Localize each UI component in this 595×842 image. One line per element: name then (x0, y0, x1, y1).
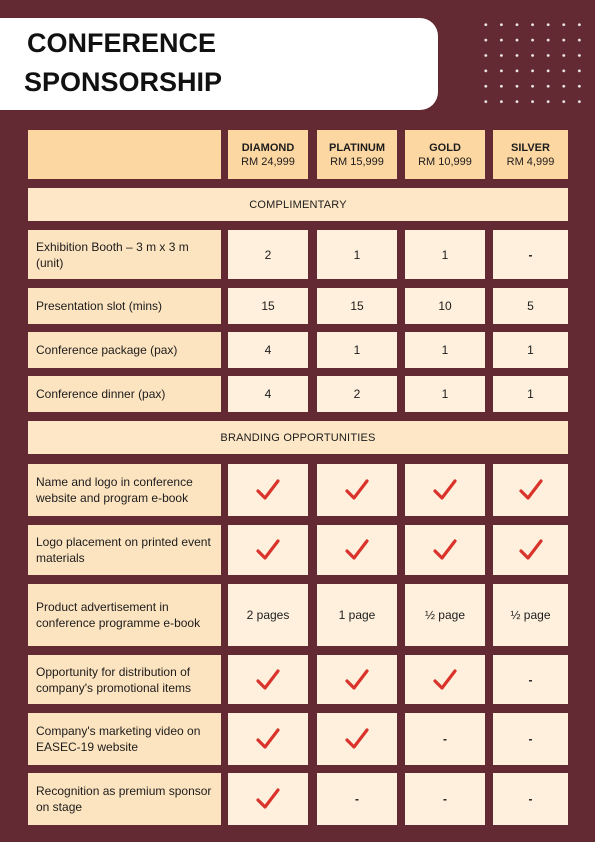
row-value (228, 655, 308, 704)
row-value-text: 1 page (338, 608, 376, 622)
row-value-text: 2 pages (246, 608, 290, 622)
row-value-text: 10 (438, 299, 452, 313)
row-value-text: - (443, 732, 447, 746)
row-label-text: Opportunity for distribution of company's promotional items (36, 664, 192, 695)
row-label-text: Name and logo in conference website and program e-book (36, 475, 193, 505)
row-label-text: Exhibition Booth – 3 m x 3 m (unit) (36, 239, 189, 270)
checkmark-icon (255, 478, 281, 502)
checkmark-icon (518, 478, 544, 502)
row-label (28, 288, 221, 324)
row-label-text: Recognition as premium sponsor on stage (36, 784, 212, 814)
row-value (493, 376, 568, 412)
row-value (493, 288, 568, 324)
row-value (228, 230, 308, 279)
row-value (228, 525, 308, 575)
row-value (493, 525, 568, 575)
plan-price: RM 4,999 (506, 155, 555, 168)
row-label (28, 376, 221, 412)
row-value-text: 1 (441, 247, 449, 262)
row-label (28, 584, 221, 646)
decorative-dot-grid (478, 17, 588, 109)
row-value-text: - (528, 247, 533, 262)
row-value (405, 655, 485, 704)
plan-name: GOLD (429, 141, 461, 154)
row-value-text: 15 (350, 299, 364, 313)
row-value-text: 15 (261, 299, 275, 313)
header-empty-cell (28, 130, 221, 179)
row-value (228, 713, 308, 765)
row-value-text: ½ page (510, 608, 551, 622)
row-value (493, 773, 568, 825)
checkmark-icon (432, 538, 458, 562)
row-value-text: 2 (264, 247, 272, 262)
row-value (317, 655, 397, 704)
row-label-text: Conference package (pax) (36, 343, 178, 357)
row-value (228, 464, 308, 516)
section-branding (28, 421, 568, 454)
row-value (405, 376, 485, 412)
section-title: COMPLIMENTARY (249, 198, 347, 211)
row-value (493, 655, 568, 704)
plan-header-platinum (317, 130, 397, 179)
page-title-line-2: SPONSORSHIP (24, 67, 223, 97)
checkmark-icon (344, 538, 370, 562)
plan-price: RM 10,999 (418, 155, 472, 168)
row-label (28, 332, 221, 368)
row-value (317, 376, 397, 412)
row-label-text: Product advertisement in conference programme e-book (36, 600, 201, 630)
row-value (493, 332, 568, 368)
row-value (317, 525, 397, 575)
plan-name: DIAMOND (241, 141, 295, 154)
row-value-text: - (355, 792, 359, 806)
row-label-text: Company's marketing video on EASEC-19 website (36, 724, 201, 754)
checkmark-icon (344, 668, 370, 692)
plan-name: SILVER (511, 141, 550, 154)
row-value (405, 584, 485, 646)
row-value (317, 713, 397, 765)
checkmark-icon (432, 668, 458, 692)
row-label (28, 713, 221, 765)
row-value (405, 713, 485, 765)
row-value-text: - (528, 792, 533, 806)
checkmark-icon (344, 478, 370, 502)
row-label (28, 464, 221, 516)
row-value (405, 464, 485, 516)
plan-price: RM 15,999 (330, 155, 384, 168)
row-value (317, 773, 397, 825)
row-value-text: 4 (264, 343, 272, 357)
checkmark-icon (255, 538, 281, 562)
row-label (28, 773, 221, 825)
row-value-text: ½ page (424, 608, 466, 622)
row-value-text: 1 (527, 343, 534, 357)
row-label-text: Conference dinner (pax) (36, 387, 166, 401)
row-value (317, 332, 397, 368)
row-label (28, 655, 221, 704)
row-value (493, 713, 568, 765)
row-value-text: - (528, 732, 533, 746)
row-label (28, 230, 221, 279)
checkmark-icon (518, 538, 544, 562)
row-value (405, 230, 485, 279)
row-value (405, 525, 485, 575)
plan-name: PLATINUM (328, 141, 385, 154)
page-title-line-1: CONFERENCE (27, 28, 217, 58)
row-value (493, 464, 568, 516)
checkmark-icon (255, 727, 281, 751)
row-value (317, 230, 397, 279)
row-value (317, 464, 397, 516)
row-value (228, 376, 308, 412)
section-complimentary (28, 188, 568, 221)
row-value-text: 1 (353, 343, 361, 357)
plan-header-gold (405, 130, 485, 179)
row-label (28, 525, 221, 575)
checkmark-icon (432, 478, 458, 502)
row-value (317, 584, 397, 646)
row-value (405, 773, 485, 825)
row-value-text: 4 (264, 387, 272, 401)
row-value (493, 584, 568, 646)
row-value-text: 2 (353, 387, 361, 401)
row-value-text: 1 (527, 387, 534, 401)
row-label-text: Presentation slot (mins) (36, 299, 163, 313)
row-value (405, 288, 485, 324)
row-value-text: - (443, 792, 447, 806)
row-value (405, 332, 485, 368)
checkmark-icon (255, 668, 281, 692)
row-label-text: Logo placement on printed event materials (36, 535, 211, 565)
checkmark-icon (344, 727, 370, 751)
row-value-text: 1 (441, 343, 449, 357)
row-value (228, 584, 308, 646)
plan-price: RM 24,999 (241, 155, 295, 168)
row-value (228, 773, 308, 825)
row-value-text: 1 (441, 387, 449, 401)
row-value-text: 5 (527, 299, 534, 313)
checkmark-icon (255, 787, 281, 811)
row-value (493, 230, 568, 279)
row-value-text: - (528, 672, 533, 687)
section-title: BRANDING OPPORTUNITIES (220, 431, 376, 444)
row-value (317, 288, 397, 324)
row-value (228, 332, 308, 368)
plan-header-silver (493, 130, 568, 179)
row-value-text: 1 (353, 247, 361, 262)
plan-header-diamond (228, 130, 308, 179)
row-value (228, 288, 308, 324)
